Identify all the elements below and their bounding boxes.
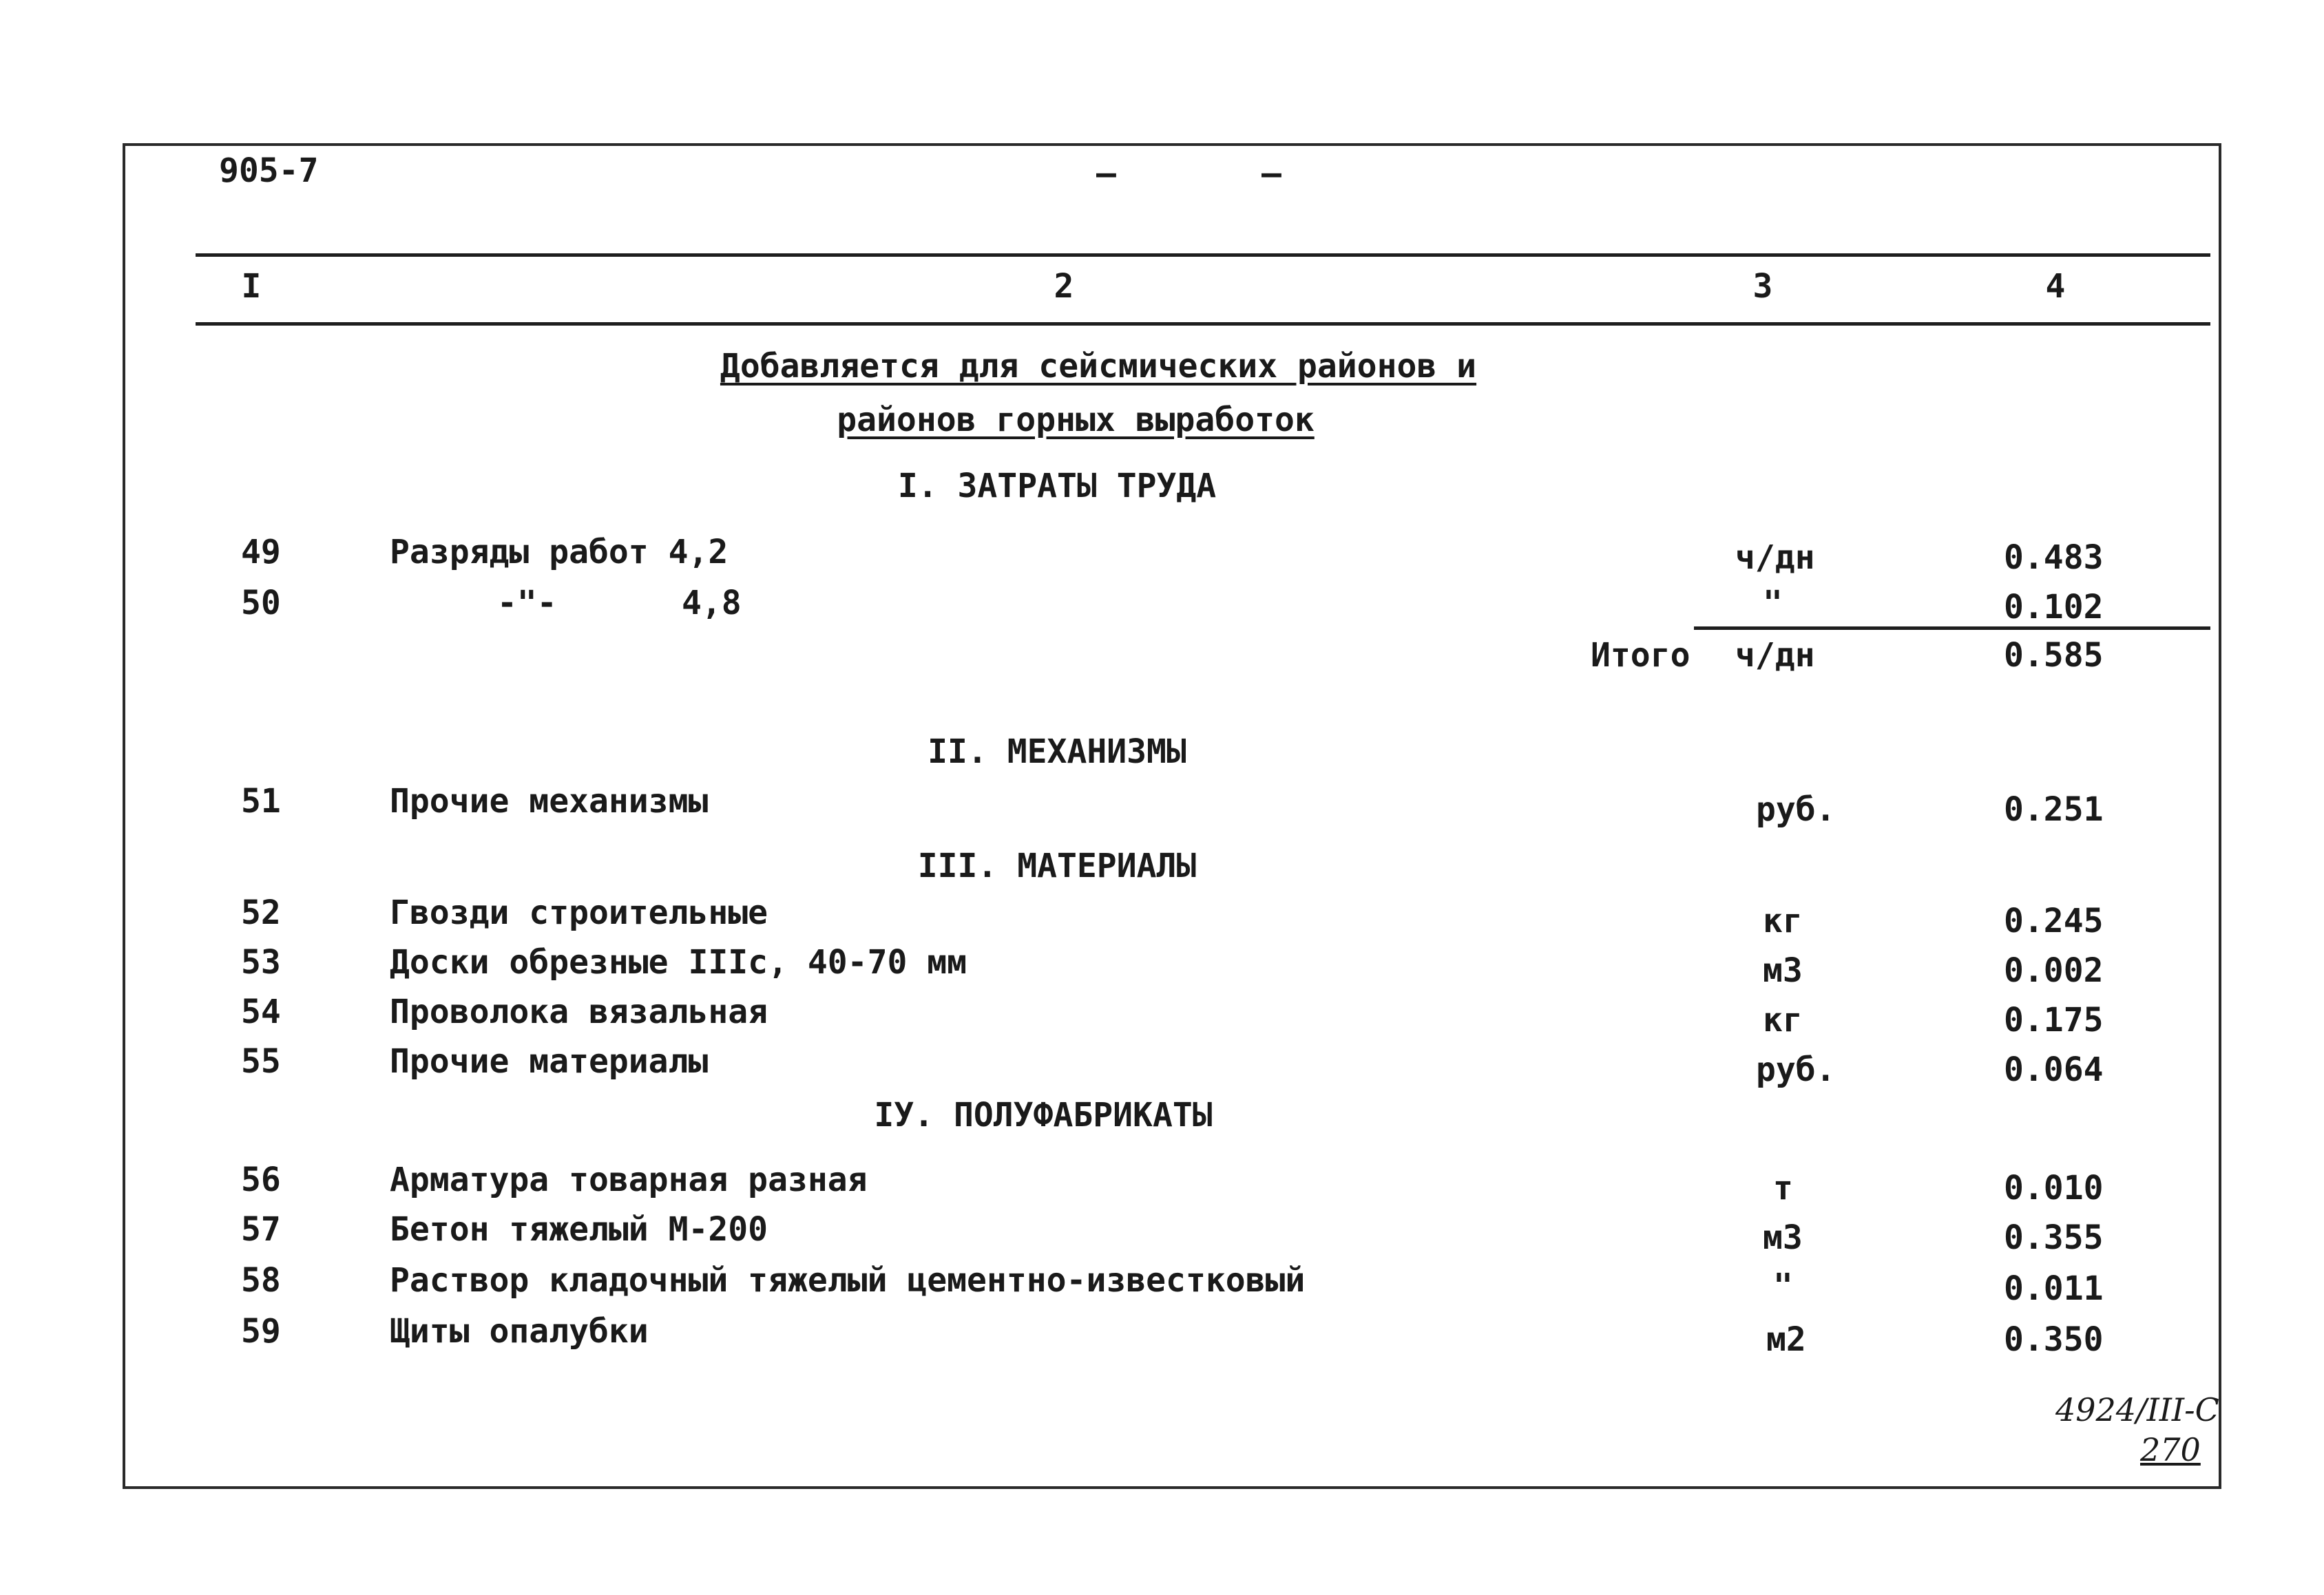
row-59-unit: м2 xyxy=(1766,1320,1806,1359)
row-50-unit: " xyxy=(1763,584,1783,622)
row-58-number: 58 xyxy=(241,1261,281,1300)
row-57-name: Бетон тяжелый М-200 xyxy=(390,1210,768,1249)
row-55-value: 0.064 xyxy=(2004,1050,2104,1089)
total-label: Итого xyxy=(1591,636,1690,675)
document-code: 905-7 xyxy=(219,151,319,190)
row-55-number: 55 xyxy=(241,1042,281,1081)
row-53-number: 53 xyxy=(241,943,281,982)
section-heading-machinery: II. МЕХАНИЗМЫ xyxy=(928,732,1186,771)
row-59-number: 59 xyxy=(241,1312,281,1351)
total-value: 0.585 xyxy=(2004,636,2104,675)
row-56-number: 56 xyxy=(241,1161,281,1199)
column-number-1: I xyxy=(241,267,262,306)
row-50-name: -"- xyxy=(497,584,557,622)
total-unit: ч/дн xyxy=(1735,636,1815,675)
column-number-3: 3 xyxy=(1752,267,1773,306)
row-58-name: Раствор кладочный тяжелый цементно-известковый xyxy=(390,1261,1306,1300)
row-54-value: 0.175 xyxy=(2004,1001,2104,1039)
subtotal-rule xyxy=(1694,626,2210,630)
row-54-name: Проволока вязальная xyxy=(390,993,768,1031)
header-bottom-rule xyxy=(196,322,2210,326)
row-59-value: 0.350 xyxy=(2004,1320,2104,1359)
row-56-value: 0.010 xyxy=(2004,1169,2104,1207)
row-58-value: 0.011 xyxy=(2004,1269,2104,1308)
row-49-number: 49 xyxy=(241,533,281,571)
section-heading-materials: III. МАТЕРИАЛЫ xyxy=(917,847,1197,885)
row-52-unit: кг xyxy=(1763,902,1803,940)
header-dash-left: – xyxy=(1096,154,1116,193)
row-49-value: 0.483 xyxy=(2004,538,2104,577)
row-50-number: 50 xyxy=(241,584,281,622)
section-heading-labor: I. ЗАТРАТЫ ТРУДА xyxy=(897,467,1217,505)
title-line-2: районов горных выработок xyxy=(837,401,1315,439)
row-52-name: Гвозди строительные xyxy=(390,894,768,932)
section-heading-semi-finished: IУ. ПОЛУФАБРИКАТЫ xyxy=(874,1096,1213,1134)
header-dash-right: – xyxy=(1262,154,1281,193)
row-59-name: Щиты опалубки xyxy=(390,1312,649,1351)
row-51-unit: руб. xyxy=(1756,790,1836,829)
column-number-2: 2 xyxy=(1054,267,1074,306)
row-57-number: 57 xyxy=(241,1210,281,1249)
row-53-name: Доски обрезные IIIс, 40-70 мм xyxy=(390,943,967,982)
row-56-name: Арматура товарная разная xyxy=(390,1161,868,1199)
row-54-unit: кг xyxy=(1763,1001,1803,1039)
row-57-value: 0.355 xyxy=(2004,1218,2104,1257)
header-top-rule xyxy=(196,253,2210,257)
column-number-4: 4 xyxy=(2045,267,2066,306)
row-50-name-extra: 4,8 xyxy=(682,584,742,622)
row-52-number: 52 xyxy=(241,894,281,932)
row-54-number: 54 xyxy=(241,993,281,1031)
row-55-name: Прочие материалы xyxy=(390,1042,709,1081)
row-50-value: 0.102 xyxy=(2004,588,2104,626)
row-55-unit: руб. xyxy=(1756,1050,1836,1089)
row-51-value: 0.251 xyxy=(2004,790,2104,829)
row-51-number: 51 xyxy=(241,782,281,821)
title-line-1: Добавляется для сейсмических районов и xyxy=(720,347,1477,385)
row-58-unit: " xyxy=(1773,1267,1793,1305)
row-53-value: 0.002 xyxy=(2004,951,2104,990)
row-52-value: 0.245 xyxy=(2004,902,2104,940)
archive-stamp-page: 270 xyxy=(2140,1431,2201,1468)
archive-stamp-code: 4924/III-C xyxy=(2055,1391,2219,1428)
row-49-unit: ч/дн xyxy=(1735,538,1815,577)
row-57-unit: м3 xyxy=(1763,1218,1803,1257)
row-49-name: Разряды работ 4,2 xyxy=(390,533,729,571)
row-56-unit: т xyxy=(1773,1169,1793,1207)
row-53-unit: м3 xyxy=(1763,951,1803,990)
row-51-name: Прочие механизмы xyxy=(390,782,709,821)
